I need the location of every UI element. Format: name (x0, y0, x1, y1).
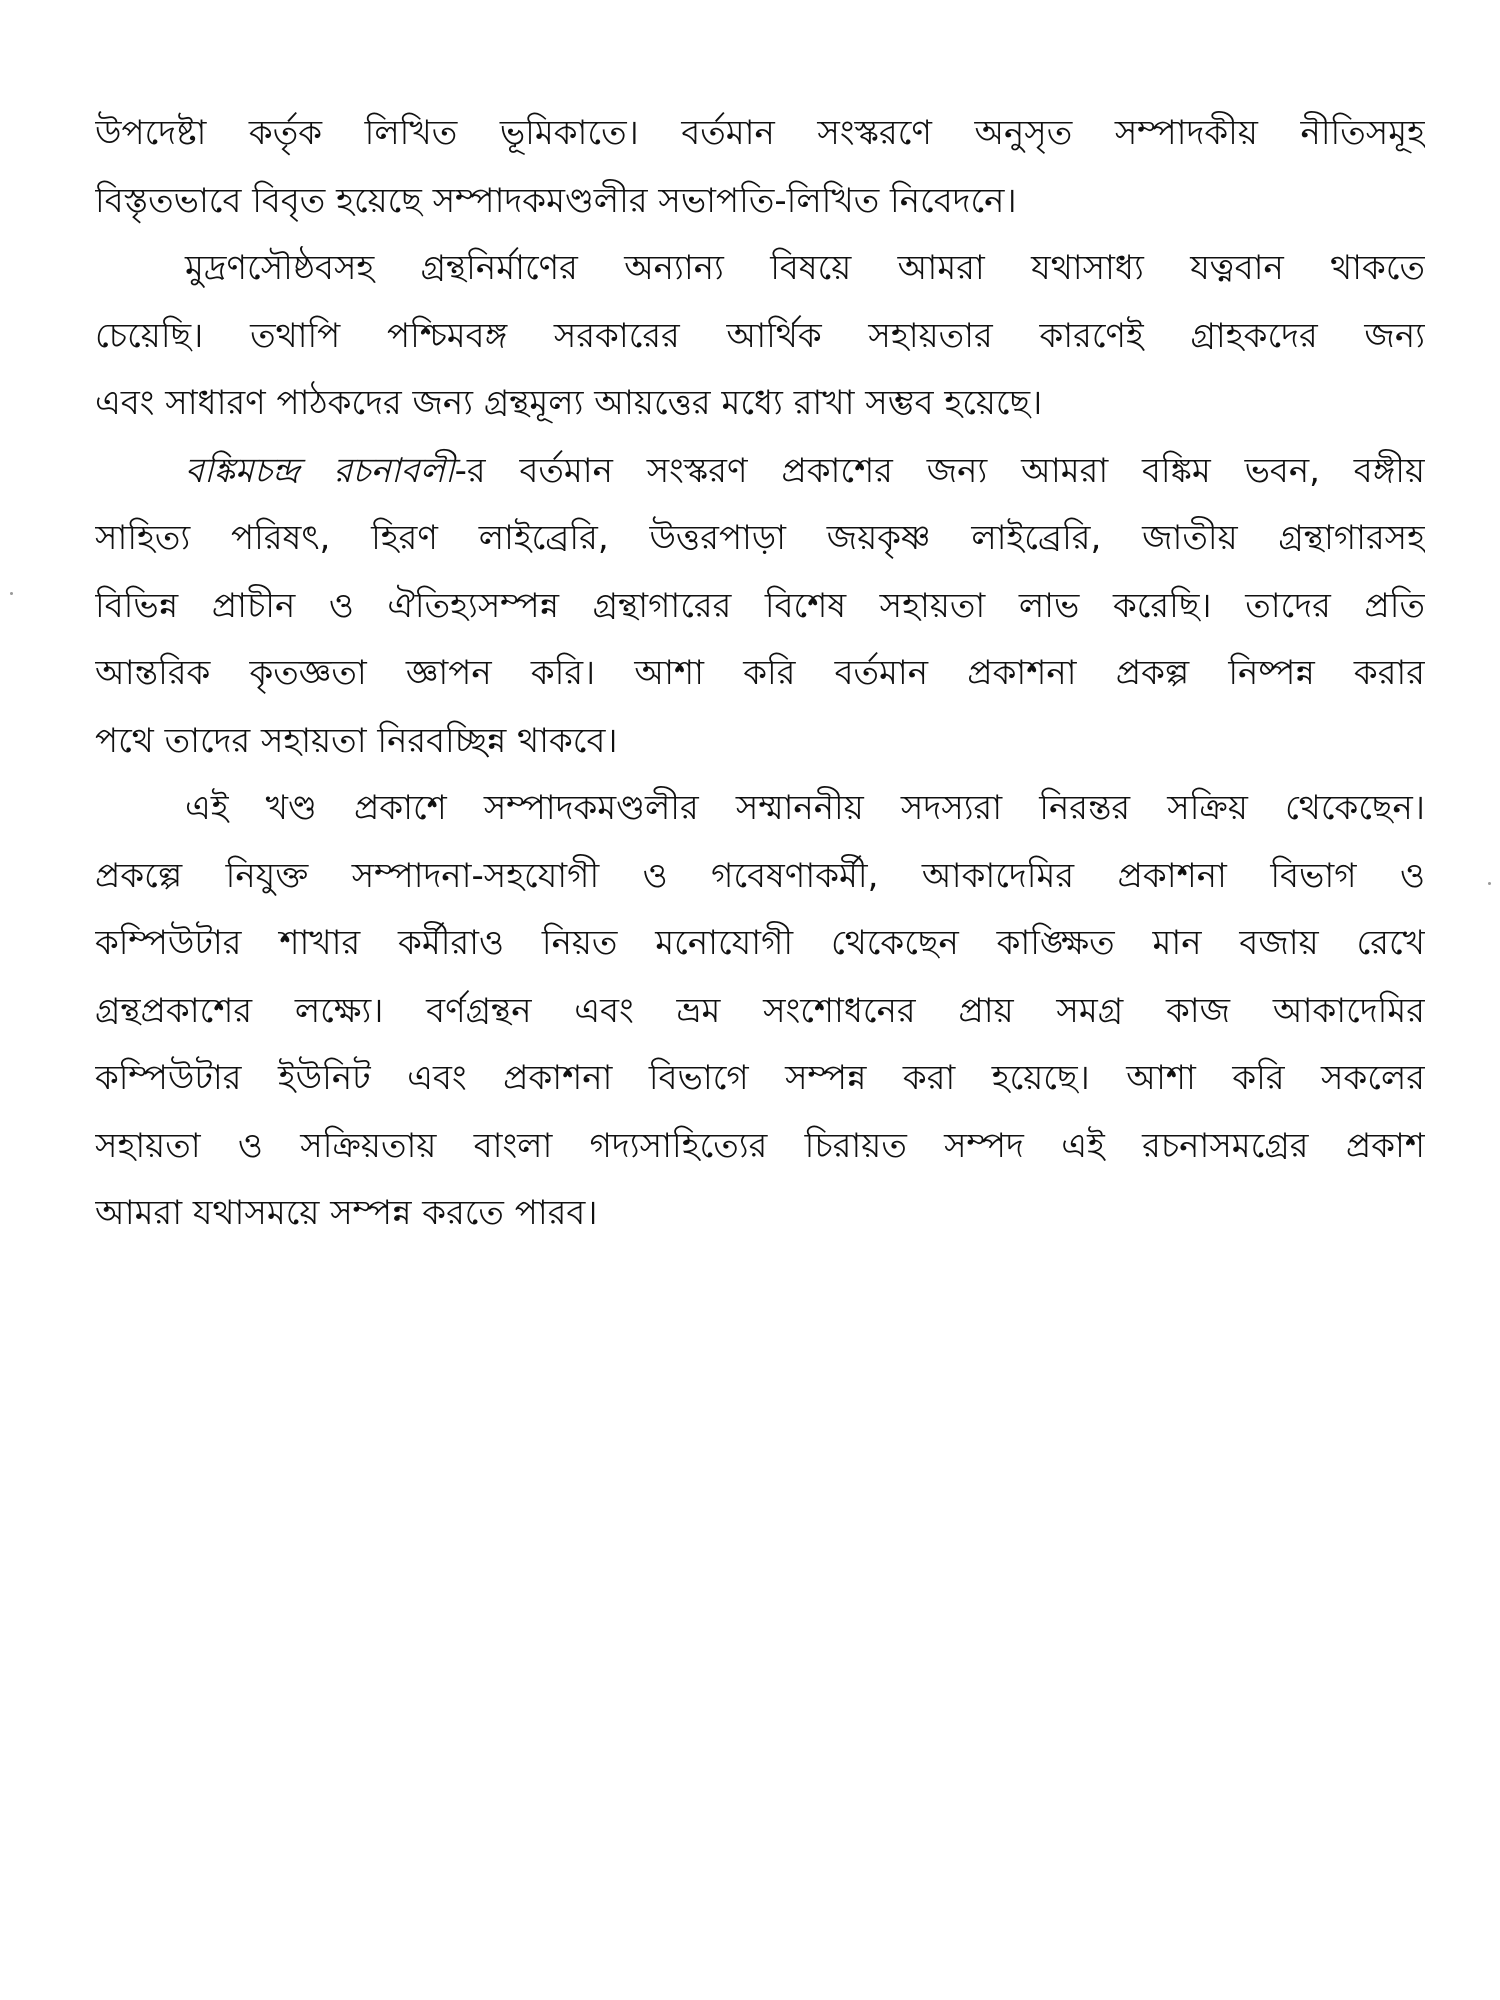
text-line: কম্পিউটার ইউনিট এবং প্রকাশনা বিভাগে সম্পন্ন করা হয়েছে। আশা করি সকলের (95, 1058, 1425, 1098)
text-line: সাহিত্য পরিষৎ, হিরণ লাইব্রেরি, উত্তরপাড়া জয়কৃষ্ণ লাইব্রেরি, জাতীয় গ্রন্থাগারসহ (95, 518, 1425, 558)
text-line: প্রকল্পে নিযুক্ত সম্পাদনা-সহযোগী ও গবেষণাকর্মী, আকাদেমির প্রকাশনা বিভাগ ও (95, 855, 1425, 896)
paragraph-first-line: এই খণ্ড প্রকাশে সম্পাদকমণ্ডলীর সম্মাননীয় সদস্যরা নিরন্তর সক্রিয় থেকেছেন। (185, 788, 1425, 828)
text-line: বিভিন্ন প্রাচীন ও ঐতিহ্যসম্পন্ন গ্রন্থাগারের বিশেষ সহায়তা লাভ করেছি। তাদের প্রতি (95, 585, 1425, 626)
paragraph-first-line: মুদ্রণসৌষ্ঠবসহ গ্রন্থনির্মাণের অন্যান্য বিষয়ে আমরা যথাসাধ্য যত্নবান থাকতে (185, 248, 1425, 288)
scan-speck (1488, 882, 1491, 885)
text-line: আমরা যথাসময়ে সম্পন্ন করতে পারব। (95, 1193, 598, 1233)
text-span: -র বর্তমান সংস্করণ প্রকাশের জন্য আমরা বঙ্কিম ভবন, বঙ্গীয় (454, 450, 1425, 491)
text-line: পথে তাদের সহায়তা নিরবচ্ছিন্ন থাকবে। (95, 720, 618, 761)
document-page (95, 100, 1425, 1248)
text-line: আন্তরিক কৃতজ্ঞতা জ্ঞাপন করি। আশা করি বর্তমান প্রকাশনা প্রকল্প নিষ্পন্ন করার (95, 653, 1425, 693)
paragraph-first-line (95, 438, 1425, 506)
text-line: এবং সাধারণ পাঠকদের জন্য গ্রন্থমূল্য আয়ত্তের মধ্যে রাখা সম্ভব হয়েছে। (95, 383, 1043, 423)
text-line: সহায়তা ও সক্রিয়তায় বাংলা গদ্যসাহিত্যের চিরায়ত সম্পদ এই রচনাসমগ্রের প্রকাশ (95, 1125, 1425, 1166)
scan-speck (10, 592, 13, 595)
book-title: বঙ্কিমচন্দ্র রচনাবলী (185, 450, 455, 491)
text-line: উপদেষ্টা কর্তৃক লিখিত ভূমিকাতে। বর্তমান সংস্করণে অনুসৃত সম্পাদকীয় নীতিসমূহ (95, 113, 1425, 153)
text-line: গ্রন্থপ্রকাশের লক্ষ্যে। বর্ণগ্রন্থন এবং ভ্রম সংশোধনের প্রায় সমগ্র কাজ আকাদেমির (95, 990, 1425, 1031)
text-line: বিস্তৃতভাবে বিবৃত হয়েছে সম্পাদকমণ্ডলীর সভাপতি-লিখিত নিবেদনে। (95, 180, 1017, 221)
text-line: কম্পিউটার শাখার কর্মীরাও নিয়ত মনোযোগী থেকেছেন কাঙ্ক্ষিত মান বজায় রেখে (95, 923, 1425, 963)
text-line: চেয়েছি। তথাপি পশ্চিমবঙ্গ সরকারের আর্থিক সহায়তার কারণেই গ্রাহকদের জন্য (95, 315, 1425, 356)
